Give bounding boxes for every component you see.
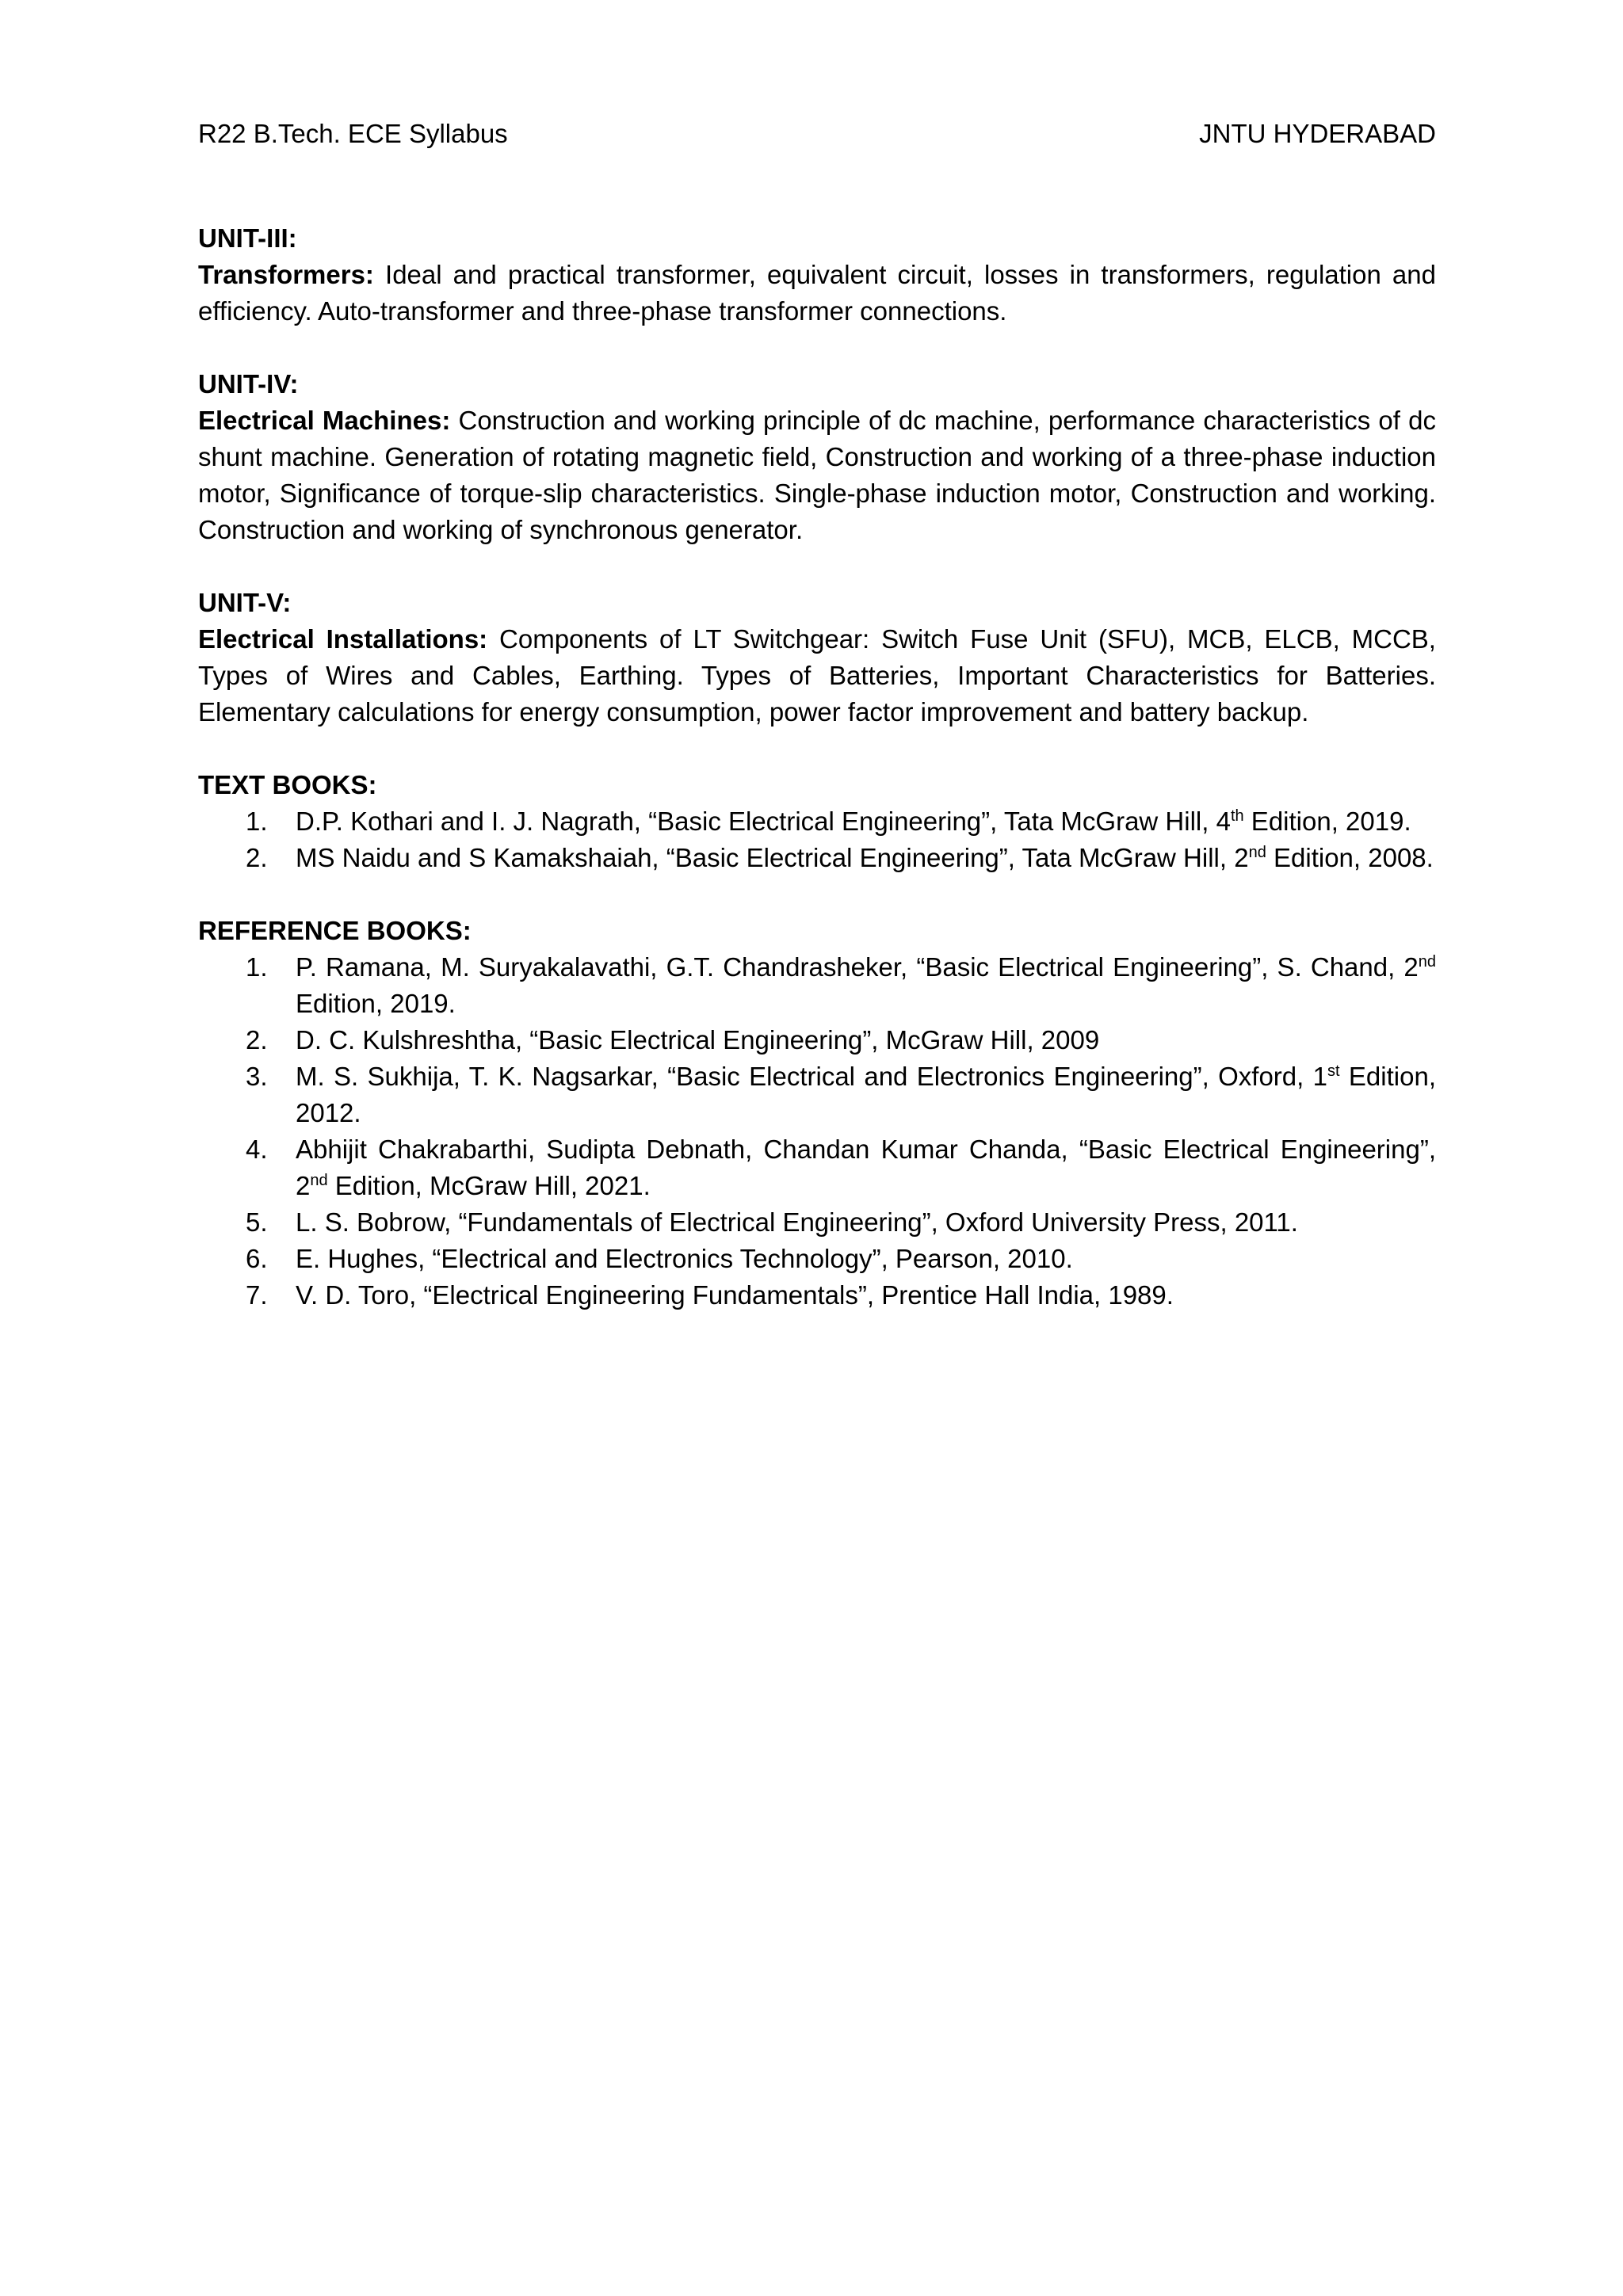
reference-books-section	[198, 913, 1436, 1314]
item-text: P. Ramana, M. Suryakalavathi, G.T. Chandrasheker, “Basic Electrical Engineering”, S. Chand, 2	[296, 952, 1419, 982]
item-number: 4.	[246, 1135, 268, 1164]
item-superscript: nd	[1418, 953, 1436, 971]
document-page	[198, 0, 1436, 2296]
item-superscript: th	[1230, 807, 1244, 825]
item-text-end: Edition, 2012.	[296, 1062, 1436, 1127]
unit-5-heading: UNIT-V:	[198, 588, 292, 617]
list-item	[198, 1241, 1436, 1277]
item-text-end: Edition, 2019.	[1243, 807, 1411, 836]
item-text: Abhijit Chakrabarthi, Sudipta Debnath, Chandan Kumar Chanda, “Basic Electrical Engineering”, 2	[296, 1135, 1436, 1200]
reference-books-list	[198, 949, 1436, 1314]
unit-4-heading: UNIT-IV:	[198, 369, 299, 399]
item-text-end: Edition, 2008.	[1266, 843, 1434, 872]
list-item	[198, 1204, 1436, 1241]
unit-5-topic: Electrical Installations:	[198, 624, 488, 654]
unit-4-text: Construction and working principle of dc machine, performance characteristics of dc shunt machine. Generation of rotating magnetic field, Construction and working of a three-phase induction motor, Significance of torque-slip characteristics. Single-phase induction motor, Construction and working. Construction and working of synchronous generator.	[198, 406, 1436, 544]
item-text-end: Edition, 2019.	[296, 989, 456, 1018]
unit-3-section	[198, 220, 1436, 330]
item-text: D. C. Kulshreshtha, “Basic Electrical Engineering”, McGraw Hill, 2009	[296, 1025, 1100, 1055]
item-number: 5.	[246, 1207, 268, 1237]
text-books-section	[198, 767, 1436, 876]
unit-5-text: Components of LT Switchgear: Switch Fuse Unit (SFU), MCB, ELCB, MCCB, Types of Wires and Cables, Earthing. Types of Batteries, Important Characteristics for Batteries. Elementary calculations for energy consumption, power factor improvement and battery backup.	[198, 624, 1436, 727]
unit-3-heading: UNIT-III:	[198, 223, 297, 253]
list-item	[198, 1131, 1436, 1204]
list-item	[198, 1022, 1436, 1058]
unit-3-topic: Transformers:	[198, 260, 374, 289]
unit-4-description	[198, 402, 1436, 548]
item-text: E. Hughes, “Electrical and Electronics Technology”, Pearson, 2010.	[296, 1244, 1073, 1273]
item-number: 1.	[246, 807, 268, 836]
unit-5-section	[198, 585, 1436, 730]
item-superscript: nd	[310, 1172, 328, 1189]
text-books-list	[198, 803, 1436, 876]
unit-4-section	[198, 366, 1436, 548]
item-text: V. D. Toro, “Electrical Engineering Fundamentals”, Prentice Hall India, 1989.	[296, 1280, 1174, 1310]
item-number: 2.	[246, 1025, 268, 1055]
item-text: D.P. Kothari and I. J. Nagrath, “Basic Electrical Engineering”, Tata McGraw Hill, 4	[296, 807, 1231, 836]
item-text: L. S. Bobrow, “Fundamentals of Electrical Engineering”, Oxford University Press, 2011.	[296, 1207, 1298, 1237]
unit-5-description	[198, 621, 1436, 730]
item-text: M. S. Sukhija, T. K. Nagsarkar, “Basic Electrical and Electronics Engineering”, Oxford, 1	[296, 1062, 1328, 1091]
header-university: JNTU HYDERABAD	[1199, 119, 1436, 148]
list-item	[198, 1277, 1436, 1314]
item-number: 1.	[246, 952, 268, 982]
reference-books-heading: REFERENCE BOOKS:	[198, 916, 472, 945]
item-text: MS Naidu and S Kamakshaiah, “Basic Electrical Engineering”, Tata McGraw Hill, 2	[296, 843, 1249, 872]
unit-3-text: Ideal and practical transformer, equivalent circuit, losses in transformers, regulation and efficiency. Auto-transformer and three-phase transformer connections.	[198, 260, 1436, 326]
unit-3-description	[198, 257, 1436, 330]
text-books-heading: TEXT BOOKS:	[198, 770, 377, 799]
header-course-title: R22 B.Tech. ECE Syllabus	[198, 119, 508, 148]
unit-4-topic: Electrical Machines:	[198, 406, 451, 435]
syllabus-content	[198, 220, 1436, 1350]
item-number: 6.	[246, 1244, 268, 1273]
list-item	[198, 840, 1436, 876]
item-number: 3.	[246, 1062, 268, 1091]
list-item	[198, 1058, 1436, 1131]
item-number: 7.	[246, 1280, 268, 1310]
list-item	[198, 803, 1436, 840]
item-superscript: st	[1327, 1062, 1340, 1080]
item-superscript: nd	[1248, 844, 1266, 861]
item-number: 2.	[246, 843, 268, 872]
list-item	[198, 949, 1436, 1022]
item-text-end: Edition, McGraw Hill, 2021.	[327, 1171, 651, 1200]
